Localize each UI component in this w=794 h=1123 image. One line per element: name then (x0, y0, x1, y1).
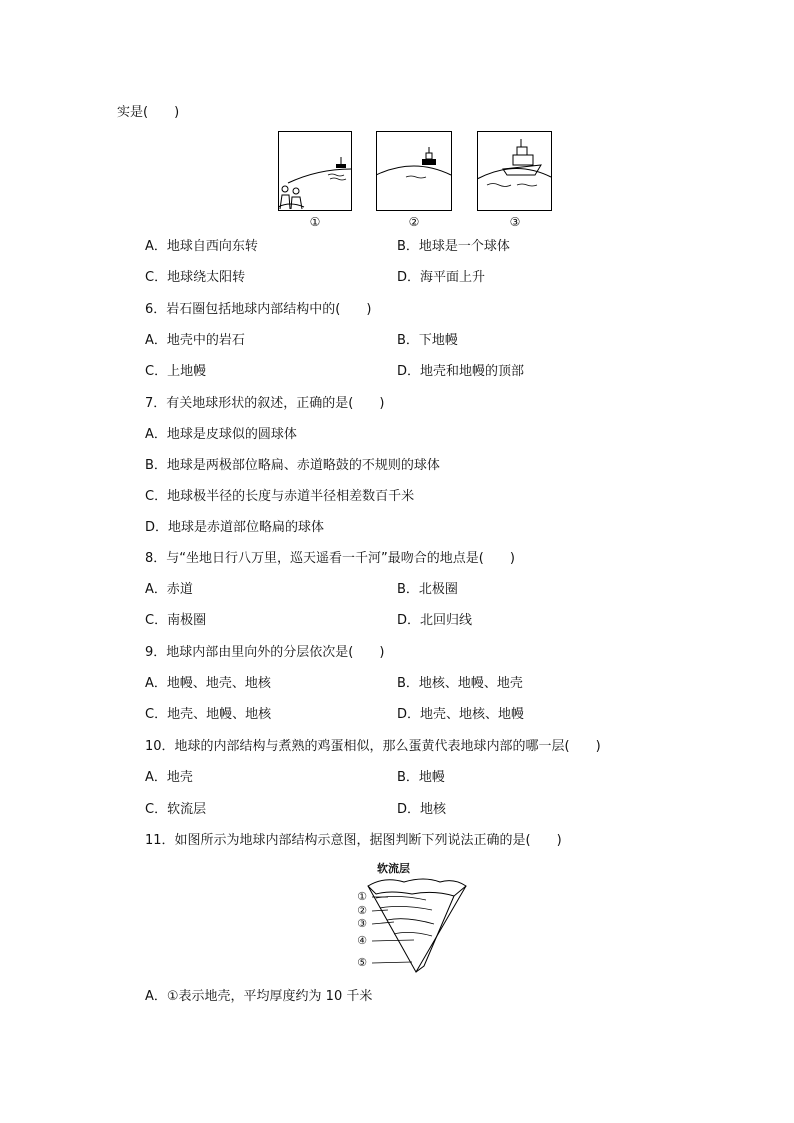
q7-option-d: D．地球是赤道部位略扁的球体 (145, 520, 325, 535)
q9-option-c: C．地壳、地幔、地核 (145, 707, 272, 722)
q8-option-c: C．南极圈 (145, 613, 207, 628)
q10-option-d: D．地核 (397, 802, 447, 817)
layer-label-2: ② (357, 904, 367, 917)
q11-stem: 11．如图所示为地球内部结构示意图，据图判断下列说法正确的是( ) (145, 833, 562, 848)
q5-option-d: D．海平面上升 (397, 270, 486, 285)
q9-option-d: D．地壳、地核、地幔 (397, 707, 525, 722)
q6-stem: 6．岩石圈包括地球内部结构中的( ) (145, 302, 372, 317)
q5-stem-tail: 实是( ) (117, 105, 180, 120)
layer-label-4: ④ (357, 934, 367, 947)
q8-option-a: A．赤道 (145, 582, 193, 597)
q5-option-b: B．地球是一个球体 (397, 239, 510, 254)
q8-stem: 8．与“坐地日行八万里，巡天遥看一千河”最吻合的地点是( ) (145, 551, 515, 566)
q9-stem: 9．地球内部由里向外的分层依次是( ) (145, 645, 385, 660)
q5-option-c: C．地球绕太阳转 (145, 270, 246, 285)
q11-option-a: A．①表示地壳，平均厚度约为 10 千米 (145, 989, 373, 1004)
layer-label-3: ③ (357, 917, 367, 930)
q6-option-a: A．地壳中的岩石 (145, 333, 245, 348)
q7-option-a: A．地球是皮球似的圆球体 (145, 427, 297, 442)
q7-option-c: C．地球极半径的长度与赤道半径相差数百千米 (145, 489, 415, 504)
q5-option-a: A．地球自西向东转 (145, 239, 258, 254)
ship-panel-3-label: ③ (509, 215, 521, 229)
q10-option-c: C．软流层 (145, 802, 207, 817)
layer-label-1: ① (357, 890, 367, 903)
q6-option-d: D．地壳和地幔的顶部 (397, 364, 525, 379)
q9-option-b: B．地核、地幔、地壳 (397, 676, 523, 691)
ship-panel-1-label: ① (309, 215, 321, 229)
q10-option-a: A．地壳 (145, 770, 193, 785)
q10-option-b: B．地幔 (397, 770, 445, 785)
q8-option-d: D．北回归线 (397, 613, 473, 628)
ship-panel-2 (376, 131, 452, 211)
q6-option-b: B．下地幔 (397, 333, 458, 348)
q9-option-a: A．地幔、地壳、地核 (145, 676, 271, 691)
layer-label-5: ⑤ (357, 956, 367, 969)
q7-stem: 7．有关地球形状的叙述，正确的是( ) (145, 396, 385, 411)
ship-panel-2-label: ② (408, 215, 420, 229)
earth-structure-title: 软流层 (377, 862, 410, 875)
ship-panel-1 (278, 131, 352, 211)
q10-stem: 10．地球的内部结构与煮熟的鸡蛋相似，那么蛋黄代表地球内部的哪一层( ) (145, 739, 601, 754)
earth-structure-diagram (354, 874, 474, 978)
q8-option-b: B．北极圈 (397, 582, 458, 597)
q7-option-b: B．地球是两极部位略扁、赤道略鼓的不规则的球体 (145, 458, 440, 473)
q6-option-c: C．上地幔 (145, 364, 207, 379)
ship-panel-3 (477, 131, 552, 211)
